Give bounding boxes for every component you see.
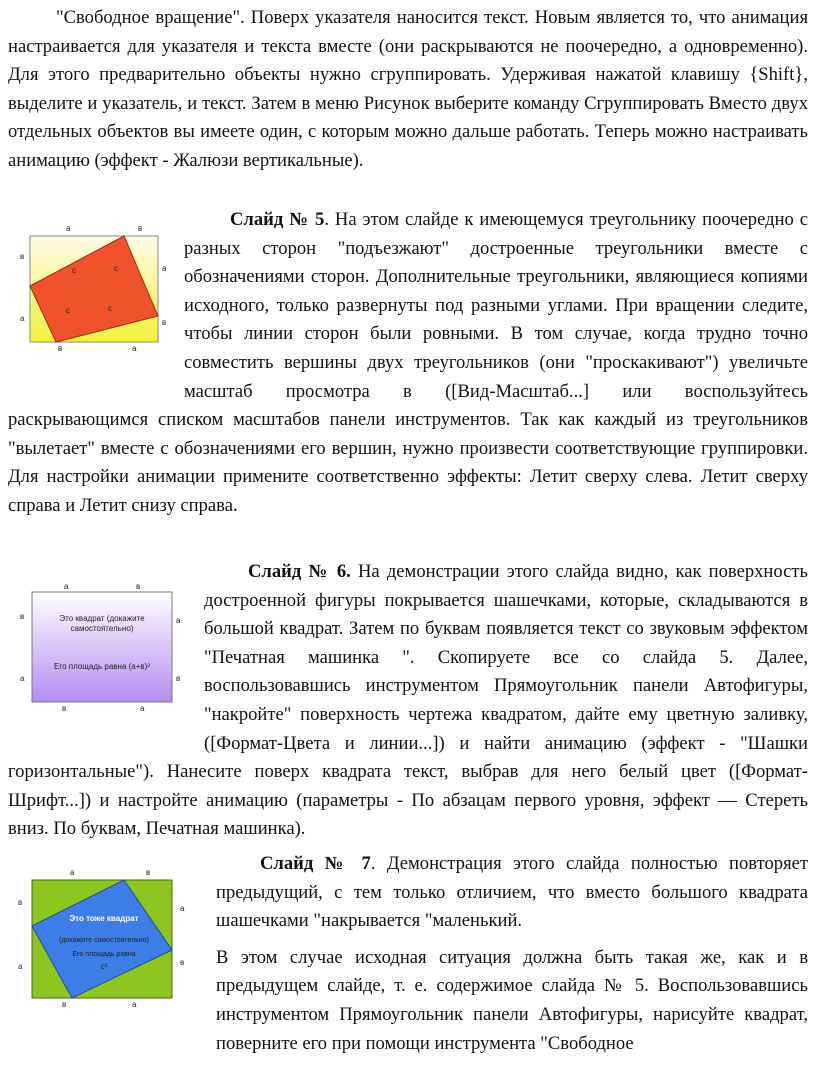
label-c: с [66, 306, 70, 315]
label-a: а [140, 704, 145, 713]
label-b: в [58, 344, 63, 353]
slide5-section [8, 206, 808, 521]
label-b: в [62, 704, 67, 713]
label-a: а [18, 962, 23, 971]
slide5-text: . На этом слайде к имеющемуся треугольнику поочередно с разных сторон "подъезжают" достроенные треугольники вместе с обозначениями сторон. Дополнительные треугольники, являющиеся копиями исходного, только развернуты под разными углами. При вращении следите, чтобы линии сторон были ровными. В том случае, когда трудно точно совместить вершины двух треугольников (они "проскакивают") увеличьте масштаб просмотра в ([Вид-Масштаб...] или воспользуйтесь раскрывающимся списком масштабов панели инструментов. Так как каждый из треугольников "вылетает" вместе с обозначениями его вершин, нужно произвести соответствующие группировки. Для настройки анимации примените соответственно эффекты: Летит сверху слева. Летит сверху справа и Летит снизу справа. [8, 209, 808, 516]
label-a: а [132, 1000, 137, 1009]
label-c: с [114, 264, 118, 273]
label-a: а [132, 344, 137, 353]
label-a: а [70, 868, 75, 877]
slide7-caption-1: Это тоже квадрат [69, 914, 139, 923]
slide6-caption-2: Его площадь равна (а+в)² [54, 662, 150, 671]
label-b: в [18, 898, 23, 907]
slide7-paragraph-2: В этом случае исходная ситуация должна быть такая же, как и в предыдущем слайде, т. е. содержимое слайда № 5. Воспользовавшись инструментом Прямоугольник панели Автофигуры, нарисуйте квадрат, поверните его при помощи инструмента "Свободное [216, 946, 808, 1054]
label-b: в [62, 1000, 67, 1009]
slide5-heading: Слайд № 5 [230, 209, 325, 230]
slide7-section [8, 850, 808, 1058]
label-a: а [64, 582, 69, 591]
label-a: а [176, 616, 181, 625]
slide6-caption-1: Это квадрат (докажите самостоятельно) [59, 614, 145, 633]
slide7-text: . Демонстрация этого слайда полностью повторяет предыдущий, с тем только отличием, что вместо большого квадрата шашечками "накрывается "маленький. [216, 853, 809, 932]
label-b: в [176, 674, 181, 683]
label-b: в [162, 318, 167, 327]
label-c: с [108, 304, 112, 313]
label-b: в [20, 252, 25, 261]
label-b: в [136, 582, 141, 591]
label-a: а [180, 904, 185, 913]
label-b: в [138, 224, 143, 233]
slide6-text: На демонстрации этого слайда видно, как поверхность достроенной фигуры покрывается шашечками, которые, складываются в большой квадрат. Затем по буквам появляется текст со звуковым эффектом "Печатная машинка ". Скопируете все со слайда 5. Далее, воспользовавшись инструментом Прямоугольник панели Автофигуры, "накройте" поверхность чертежа квадратом, дайте ему цветную заливку, ([Формат-Цвета и линии...]) и найти анимацию (эффект - "Шашки горизонтальные"). Нанесите поверх квадрата текст, выбрав для него белый цвет ([Формат-Шрифт...]) и настройте анимацию (параметры - По абзацам первого уровня, эффект — Стереть вниз. По буквам, Печатная машинка). [8, 561, 808, 840]
slide7-heading: Слайд № 7 [260, 853, 371, 874]
label-b: в [146, 868, 151, 877]
label-b: в [180, 958, 185, 967]
label-a: а [162, 264, 167, 273]
slide7-caption-3: Его площадь равна [72, 951, 136, 958]
label-a: а [20, 314, 25, 323]
label-a: а [66, 224, 71, 233]
intro-paragraph: "Свободное вращение". Поверх указателя наносится текст. Новым является то, что анимация настраивается для указателя и текста вместе (они раскрываются не поочередно, а одновременно). Для этого предварительно объекты нужно сгруппировать. Удерживая нажатой клавишу {Shift}, выделите и указатель, и текст. Затем в меню Рисунок выберите команду Сгруппировать Вместо двух отдельных объектов вы имеете один, с которым можно дальше работать. Теперь можно настраивать анимацию (эффект - Жалюзи вертикальные). [8, 7, 808, 171]
slide6-heading: Слайд № 6. [248, 561, 351, 582]
slide7-caption-4: с² [100, 962, 108, 971]
label-b: в [20, 612, 25, 621]
label-c: с [72, 266, 76, 275]
label-a: а [20, 674, 25, 683]
slide6-section [8, 558, 808, 844]
slide7-caption-2: (докажите самостоятельно) [59, 937, 149, 944]
